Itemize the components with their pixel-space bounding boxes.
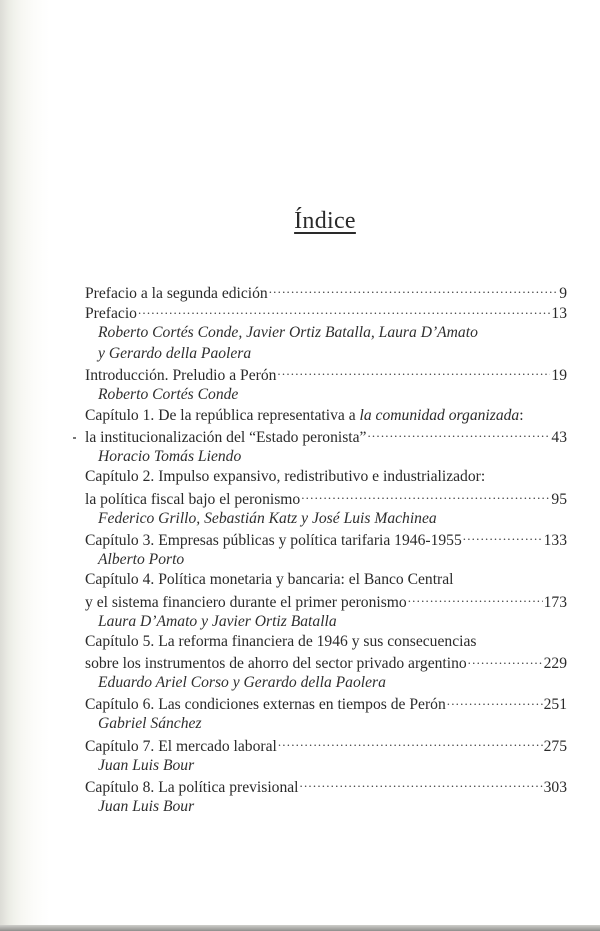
toc-line (85, 426, 567, 447)
page-number: 173 (543, 593, 567, 611)
toc-entry-prefacio[interactable] (85, 303, 567, 365)
dot-leader (138, 303, 550, 319)
page-number: 275 (543, 737, 567, 755)
entry-authors: Gabriel Sánchez (98, 715, 202, 733)
toc-entry-prefacio-segunda-edicion[interactable] (85, 282, 567, 303)
entry-title-line-1: Capítulo 2. Impulso expansivo, redistributivo e industrializador: (85, 468, 486, 486)
toc-line (85, 776, 567, 797)
page-title-text: Índice (294, 208, 356, 234)
toc-line (85, 282, 567, 303)
entry-title-text: Capítulo 1. De la república representativa a (85, 406, 360, 424)
entry-title: Capítulo 6. Las condiciones externas en tiempos de Perón (85, 696, 446, 714)
page-number: 9 (559, 284, 567, 302)
dot-leader (269, 282, 558, 298)
dot-leader (367, 426, 550, 442)
entry-title: Prefacio (85, 305, 137, 323)
entry-authors: Horacio Tomás Liendo (98, 447, 242, 465)
page-number: 13 (551, 305, 567, 323)
dot-leader (278, 735, 543, 751)
entry-title-line-2: sobre los instrumentos de ahorro del sector privado argentino (85, 655, 467, 673)
entry-title: Prefacio a la segunda edición (85, 284, 268, 302)
entry-authors: Juan Luis Bour (98, 797, 195, 815)
toc-entry-capitulo-4[interactable] (85, 570, 567, 632)
scan-artifact (73, 437, 76, 439)
entry-title: Capítulo 7. El mercado laboral (85, 737, 277, 755)
entry-title: Capítulo 8. La política previsional (85, 778, 299, 796)
page-bottom-edge (0, 925, 600, 931)
page-number: 133 (543, 531, 567, 549)
entry-title-line-2: la política fiscal bajo el peronismo (85, 490, 301, 508)
toc-line (85, 632, 567, 653)
entry-title: Introducción. Preludio a Perón (85, 366, 277, 384)
toc-entry-capitulo-2[interactable] (85, 467, 567, 529)
dot-leader (463, 529, 543, 545)
toc-entry-capitulo-7[interactable] (85, 735, 567, 776)
toc-entry-capitulo-5[interactable] (85, 632, 567, 694)
page-number: 303 (543, 778, 567, 796)
toc-entry-introduccion[interactable] (85, 364, 567, 405)
toc-line (85, 303, 567, 324)
page-number: 43 (551, 428, 567, 446)
page-number: 95 (551, 490, 567, 508)
dot-leader (468, 653, 543, 669)
table-of-contents (85, 282, 567, 817)
entry-authors: Roberto Cortés Conde (98, 385, 239, 403)
entry-authors: Federico Grillo, Sebastián Katz y José Luis Machinea (98, 509, 437, 527)
toc-line (85, 570, 567, 591)
entry-authors: y Gerardo della Paolera (98, 344, 252, 362)
toc-line (85, 529, 567, 550)
toc-line (85, 364, 567, 385)
toc-entry-capitulo-1[interactable] (85, 406, 567, 468)
toc-entry-capitulo-8[interactable] (85, 776, 567, 817)
toc-line (85, 467, 567, 488)
entry-authors: Laura D’Amato y Javier Ortiz Batalla (98, 612, 337, 630)
dot-leader (408, 591, 543, 607)
toc-line (85, 653, 567, 674)
toc-entry-capitulo-3[interactable] (85, 529, 567, 570)
entry-title-line-2: y el sistema financiero durante el primer peronismo (85, 593, 407, 611)
entry-authors: Alberto Porto (98, 550, 185, 568)
entry-title-line-2: la institucionalización del “Estado peronista” (85, 428, 367, 446)
page-number: 229 (543, 655, 567, 673)
page-number: 19 (551, 366, 567, 384)
entry-authors: Roberto Cortés Conde, Javier Ortiz Batalla, Laura D’Amato (98, 324, 478, 342)
page-title (0, 208, 600, 235)
dot-leader (301, 488, 550, 504)
toc-line (85, 591, 567, 612)
entry-title-line-1: Capítulo 4. Política monetaria y bancaria: el Banco Central (85, 571, 454, 589)
toc-line (85, 406, 567, 427)
toc-entry-capitulo-6[interactable] (85, 694, 567, 735)
toc-line (85, 694, 567, 715)
toc-line (85, 488, 567, 509)
dot-leader (447, 694, 543, 710)
entry-authors: Eduardo Ariel Corso y Gerardo della Paolera (98, 674, 386, 692)
entry-title-line-1: Capítulo 5. La reforma financiera de 1946 y sus consecuencias (85, 633, 477, 651)
toc-line (85, 735, 567, 756)
dot-leader (300, 776, 543, 792)
entry-title: Capítulo 3. Empresas públicas y política tarifaria 1946-1955 (85, 531, 462, 549)
entry-title-italic: la comunidad organizada (359, 406, 520, 424)
entry-authors: Juan Luis Bour (98, 756, 195, 774)
page-number: 251 (543, 696, 567, 714)
entry-title-line-1 (85, 406, 524, 427)
entry-title-suffix: : (519, 406, 524, 424)
dot-leader (277, 364, 550, 380)
